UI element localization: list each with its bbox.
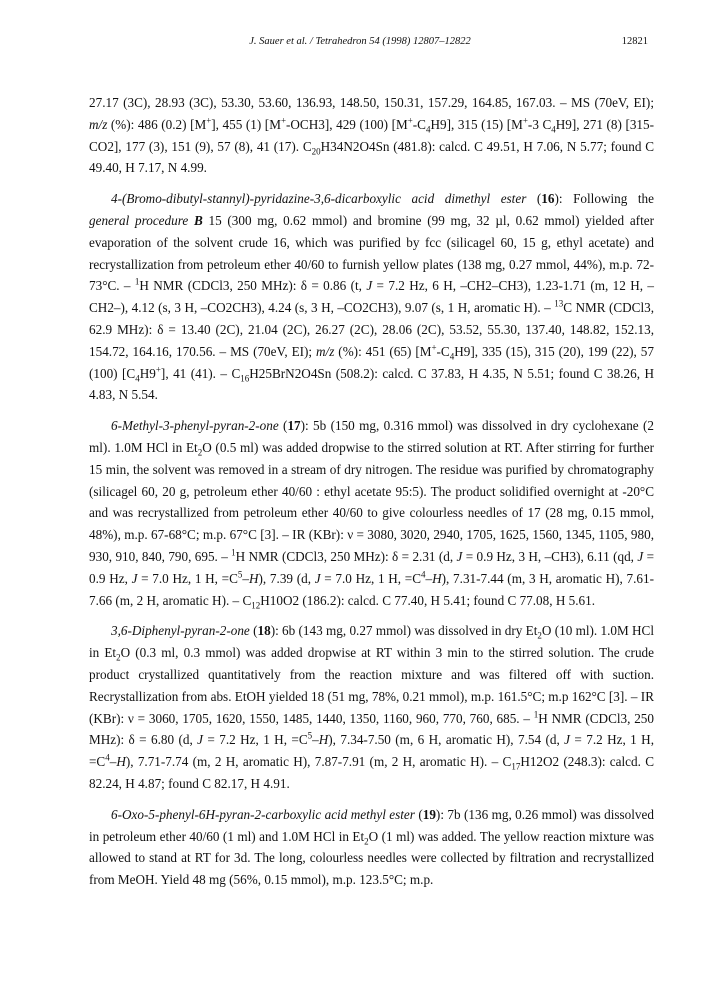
paragraph-compound-16: 4-(Bromo-dibutyl-stannyl)-pyridazine-3,6-dicarboxylic acid dimethyl ester (16): Following the general procedure B 15 (300 mg, 0.62 mmol) and bromine (99 mg, 32 µl, 0.62 mmol) yielded after evaporation of the solvent crude 16, which was purified by fcc (silicagel 60, 15 g, ethyl acetate) and recrystallization from petroleum ether 40/60 to furnish yellow plates (138 mg, 0.27 mmol, 44%), m.p. 72-73°C. – $^1$H NMR (CDCl3, 250 MHz): δ = 0.86 (t, J = 7.2 Hz, 6 H, –CH2–CH3), 1.23-1.71 (m, 12 H, –CH2–), 4.12 (s, 3 H, –CO2CH3), 4.24 (s, 3 H, –CO2CH3), 9.07 (s, 1 H, aromatic H). – $^{13}$C NMR (CDCl3, 62.9 MHz): δ = 13.40 (2C), 21.04 (2C), 26.27 (2C), 28.06 (2C), 53.52, 55.30, 137.40, 148.82, 152.13, 154.72, 164.16, 170.56. – MS (70eV, EI); m/z (%): 451 (65) $[M^+-C_4H9]$, 335 (15), 315 (20), 199 (22), 57 (100) $[C_4H9^+]$, 41 (41). – $C_{16}H25BrN2O4Sn$ (508.2): calcd. C 37.83, H 4.35, N 5.51; found C 38.26, H 4.83, N 5.54. bbox=[89, 191, 655, 403]
page-number: 12821 bbox=[621, 36, 648, 47]
running-title: J. Sauer et al. / Tetrahedron 54 (1998) 12807–12822 bbox=[249, 36, 471, 47]
paragraph-compound-17: 6-Methyl-3-phenyl-pyran-2-one (17): 5b (150 mg, 0.316 mmol) was dissolved in dry cyclohexane (2 ml). 1.0M HCl in $Et_2O$ (0.5 ml) was added dropwise to the stirred solution at RT. After stirring for further 15 min, the solvent was removed in a stream of dry nitrogen. The residue was purified by chromatography (silicagel 60, 20 g, petroleum ether 40/60 : ethyl acetate 95:5). The product solidified overnight at -20°C and was recrystallized from petroleum ether 40/60 to give colourless needles of 17 (28 mg, 0.15 mmol, 48%), m.p. 67-68°C; m.p. 67°C [3]. – IR (KBr): ν = 3080, 3020, 2940, 1705, 1625, 1560, 1345, 1105, 980, 930, 910, 840, 790, 695. – $^1$H NMR (CDCl3, 250 MHz): δ = 2.31 (d, J = 0.9 Hz, 3 H, –CH3), 6.11 (qd, J = 0.9 Hz, J = 7.0 Hz, 1 H, $=C^5-H$), 7.39 (d, J = 7.0 Hz, 1 H, $=C^4-H$), 7.31-7.44 (m, 3 H, aromatic H), 7.61-7.66 (m, 2 H, aromatic H). – $C_{12}H10O2$ (186.2): calcd. C 77.40, H 5.41; found C 77.08, H 5.61. bbox=[89, 418, 655, 611]
running-header bbox=[0, 36, 720, 52]
paragraph-compound-19: 6-Oxo-5-phenyl-6H-pyran-2-carboxylic acid methyl ester (19): 7b (136 mg, 0.26 mmol) was dissolved in petroleum ether 40/60 (1 ml) and 1.0M HCl in $Et_2O$ (1 ml) was added. The yellow reaction mixture was allowed to stand at RT for 3d. The long, colourless needles were collected by filtration and recrystallized from MeOH. Yield 48 mg (56%, 0.15 mmol), m.p. 123.5°C; m.p. bbox=[89, 806, 654, 888]
body-text bbox=[89, 92, 654, 900]
paragraph-compound-18: 3,6-Diphenyl-pyran-2-one (18): 6b (143 mg, 0.27 mmol) was dissolved in dry $Et_2O$ (10 ml). 1.0M HCl in $Et_2O$ (0.3 ml, 0.3 mmol) was added dropwise at RT within 3 min to the stirred solution. The crude product crystallized quantitatively from the reaction mixture and was filtered off with suction. Recrystallization from abs. EtOH yielded 18 (51 mg, 78%, 0.21 mmol), m.p. 161.5°C; m.p 162°C [3]. – IR (KBr): ν = 3060, 1705, 1620, 1550, 1485, 1440, 1350, 1160, 960, 770, 760, 685. – $^1$H NMR (CDCl3, 250 MHz): δ = 6.80 (d, J = 7.2 Hz, 1 H, $=C^5-H$), 7.34-7.50 (m, 6 H, aromatic H), 7.54 (d, J = 7.2 Hz, 1 H, $=C^4-H$), 7.71-7.74 (m, 2 H, aromatic H), 7.87-7.91 (m, 2 H, aromatic H). – $C_{17}H12O2$ (248.3): calcd. C 82.24, H 4.87; found C 82.17, H 4.91. bbox=[89, 623, 654, 791]
paragraph-ms-data: 27.17 (3C), 28.93 (3C), 53.30, 53.60, 136.93, 148.50, 150.31, 157.29, 164.85, 167.03. – MS (70eV, EI); m/z (%): 486 (0.2) [M+], 455 (1) [M+-OCH3], 429 (100) $[M^+-C_4H9]$, 315 (15) [M+-3 $C_4H9$], 271 (8) [315-CO2], 177 (3), 151 (9), 57 (8), 41 (17). $C_{20}H34N2O4Sn$ (481.8): calcd. C 49.51, H 7.06, N 5.77; found C 49.40, H 7.17, N 4.99. bbox=[89, 95, 655, 176]
